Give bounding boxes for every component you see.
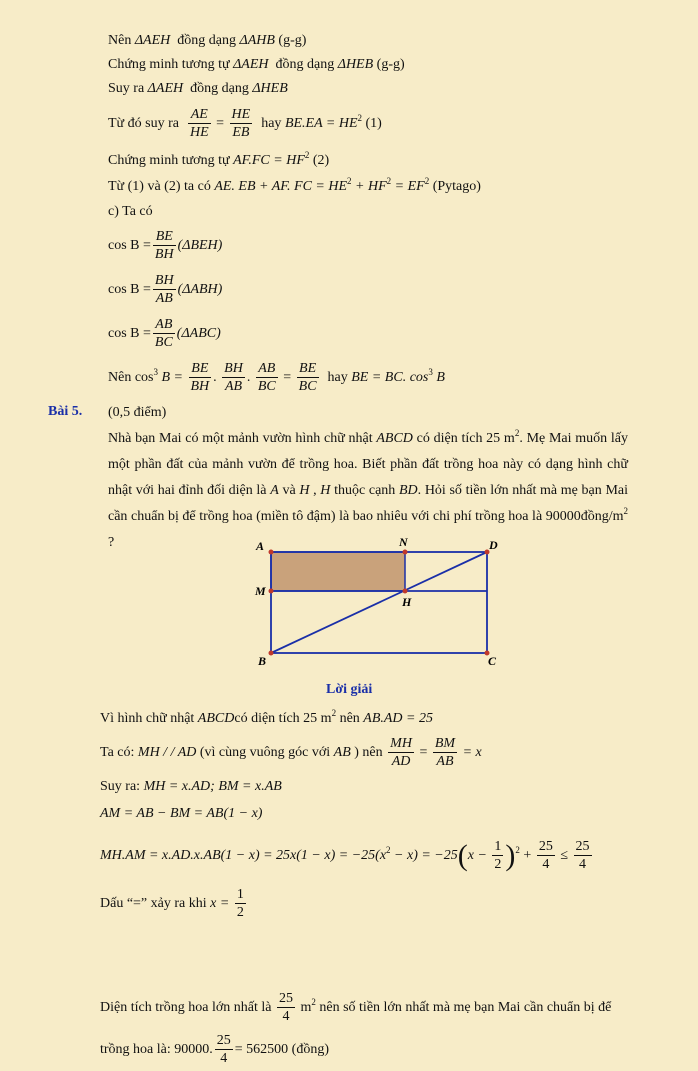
vertex-n xyxy=(403,550,408,555)
label-b: B xyxy=(258,654,267,668)
solution-line-6: Dấu “=” xảy ra khi x = $\frac{1}{2}$ xyxy=(100,887,244,921)
label-n: N xyxy=(399,535,408,549)
fraction: $\frac{BE}{BC}$ xyxy=(298,361,317,395)
fraction: $\frac{25}{4}$ xyxy=(575,839,590,873)
solution-line-2: Ta có: MH / / AD (vì cùng vuông góc với AB ) nên $\frac{MH}{AD}$ = $\frac{BM}{AB}$ = x xyxy=(100,736,482,770)
label-h: H xyxy=(402,595,412,609)
fraction: $\frac{BH}{AB}$ xyxy=(154,273,174,307)
line-similar-3: Suy ra ΔAEH đồng dạng ΔHEB xyxy=(108,81,288,96)
fraction: $\frac{25}{4}$ xyxy=(278,991,293,1025)
problem-statement: Nhà bạn Mai có một mảnh vườn hình chữ nhật ABCD có diện tích 25 $m^2$. Mẹ Mai muốn lấy một phần đất của mảnh vườn để trồng hoa. Biết phần đất trồng hoa này có dạng hình chữ nhật với hai đỉnh đối diện là A và H , H thuộc cạnh BD. Hỏi số tiền lớn nhất mà mẹ bạn Mai cần chuẩn bị để trồng hoa (miền tô đậm) là bao nhiêu với chi phí trồng hoa là $90000đồng/m^2$ ? xyxy=(108,428,628,550)
label-c: C xyxy=(488,654,497,668)
shaded-region xyxy=(271,552,405,591)
rectangle-figure xyxy=(250,535,510,670)
cos-line-2: cos B = $\frac{BH}{AB}$ (ΔABH) xyxy=(108,273,223,307)
fraction: $\frac{BM}{AB}$ xyxy=(434,736,456,770)
solution-line-8: trồng hoa là: 90000. $\frac{25}{4}$ = 562500 (đồng) xyxy=(100,1033,329,1067)
cos-line-3: cos B = $\frac{AB}{BC}$ (ΔABC) xyxy=(108,317,221,351)
line-similar-1: Nên ΔAEH đồng dạng ΔAHB (g-g) xyxy=(108,33,307,48)
fraction: $\frac{AB}{BC}$ xyxy=(154,317,173,351)
fraction: $\frac{HE}{EB}$ xyxy=(231,107,251,141)
fraction: $\frac{AB}{BC}$ xyxy=(257,361,276,395)
solution-line-5: $MH.AM = x.AD.x.AB(1 - x) = 25x(1 - x) = -25(x^2 - x) = -25(x$ − $\frac{1}{2}$ )$^2$ + $\frac{25}{4}$ ≤ $\frac{25}{4}$ xyxy=(100,838,590,873)
fraction: $\frac{25}{4}$ xyxy=(216,1033,231,1067)
line-similar-2: Chứng minh tương tự ΔAEH đồng dạng ΔHEB (g-g) xyxy=(108,57,405,72)
line-pytago: Từ (1) và (2) ta có AE. EB + AF. FC = $HE^2 + HF^2 = EF^2$ (Pytago) xyxy=(108,176,481,194)
label-a: A xyxy=(256,539,265,553)
fraction: $\frac{MH}{AD}$ xyxy=(390,736,412,770)
exercise-points: (0,5 điểm) xyxy=(108,405,167,420)
vertex-h xyxy=(403,589,408,594)
solution-title: Lời giải xyxy=(326,682,373,697)
label-d: D xyxy=(489,538,498,552)
solution-line-1: Vì hình chữ nhật ABCDcó diện tích 25 $m^2$ nên AB.AD = 25 xyxy=(100,708,433,726)
solution-line-4: AM = AB − BM = AB(1 − x) xyxy=(100,806,263,821)
label-m: M xyxy=(255,584,266,598)
line-ratio: Từ đó suy ra $\frac{AE}{HE}$ = $\frac{HE}{EB}$ hay $BE.EA = HE^2$ (1) xyxy=(108,107,382,141)
line-af-fc: Chứng minh tương tự $AF.FC = HF^2$ (2) xyxy=(108,150,330,168)
fraction: $\frac{1}{2}$ xyxy=(236,887,244,921)
fraction: $\frac{1}{2}$ xyxy=(494,839,502,873)
vertex-a xyxy=(269,550,274,555)
cos-line-1: cos B = $\frac{BE}{BH}$ (ΔBEH) xyxy=(108,229,223,263)
vertex-b xyxy=(269,651,274,656)
fraction: $\frac{25}{4}$ xyxy=(538,839,553,873)
fraction: $\frac{BE}{BH}$ xyxy=(154,229,174,263)
vertex-m xyxy=(269,589,274,594)
fraction: $\frac{BE}{BH}$ xyxy=(190,361,210,395)
exercise-label: Bài 5. xyxy=(48,404,83,419)
cos-cube-line: Nên $\cos^3 B$ = $\frac{BE}{BH}$ . $\frac{BH}{AB}$ . $\frac{AB}{BC}$ = $\frac{BE}{BC}$ hay BE = BC. $\cos^3 B$ xyxy=(108,361,445,395)
solution-line-3: Suy ra: MH = x.AD; BM = x.AB xyxy=(100,779,282,794)
fraction: $\frac{AE}{HE}$ xyxy=(189,107,209,141)
fraction: $\frac{BH}{AB}$ xyxy=(224,361,243,395)
solution-line-7: Diện tích trồng hoa lớn nhất là $\frac{25}{4}$ $m^2$ nên số tiền lớn nhất mà mẹ bạn Mai cần chuẩn bị để xyxy=(100,991,612,1025)
part-c-heading: c) Ta có xyxy=(108,204,153,219)
